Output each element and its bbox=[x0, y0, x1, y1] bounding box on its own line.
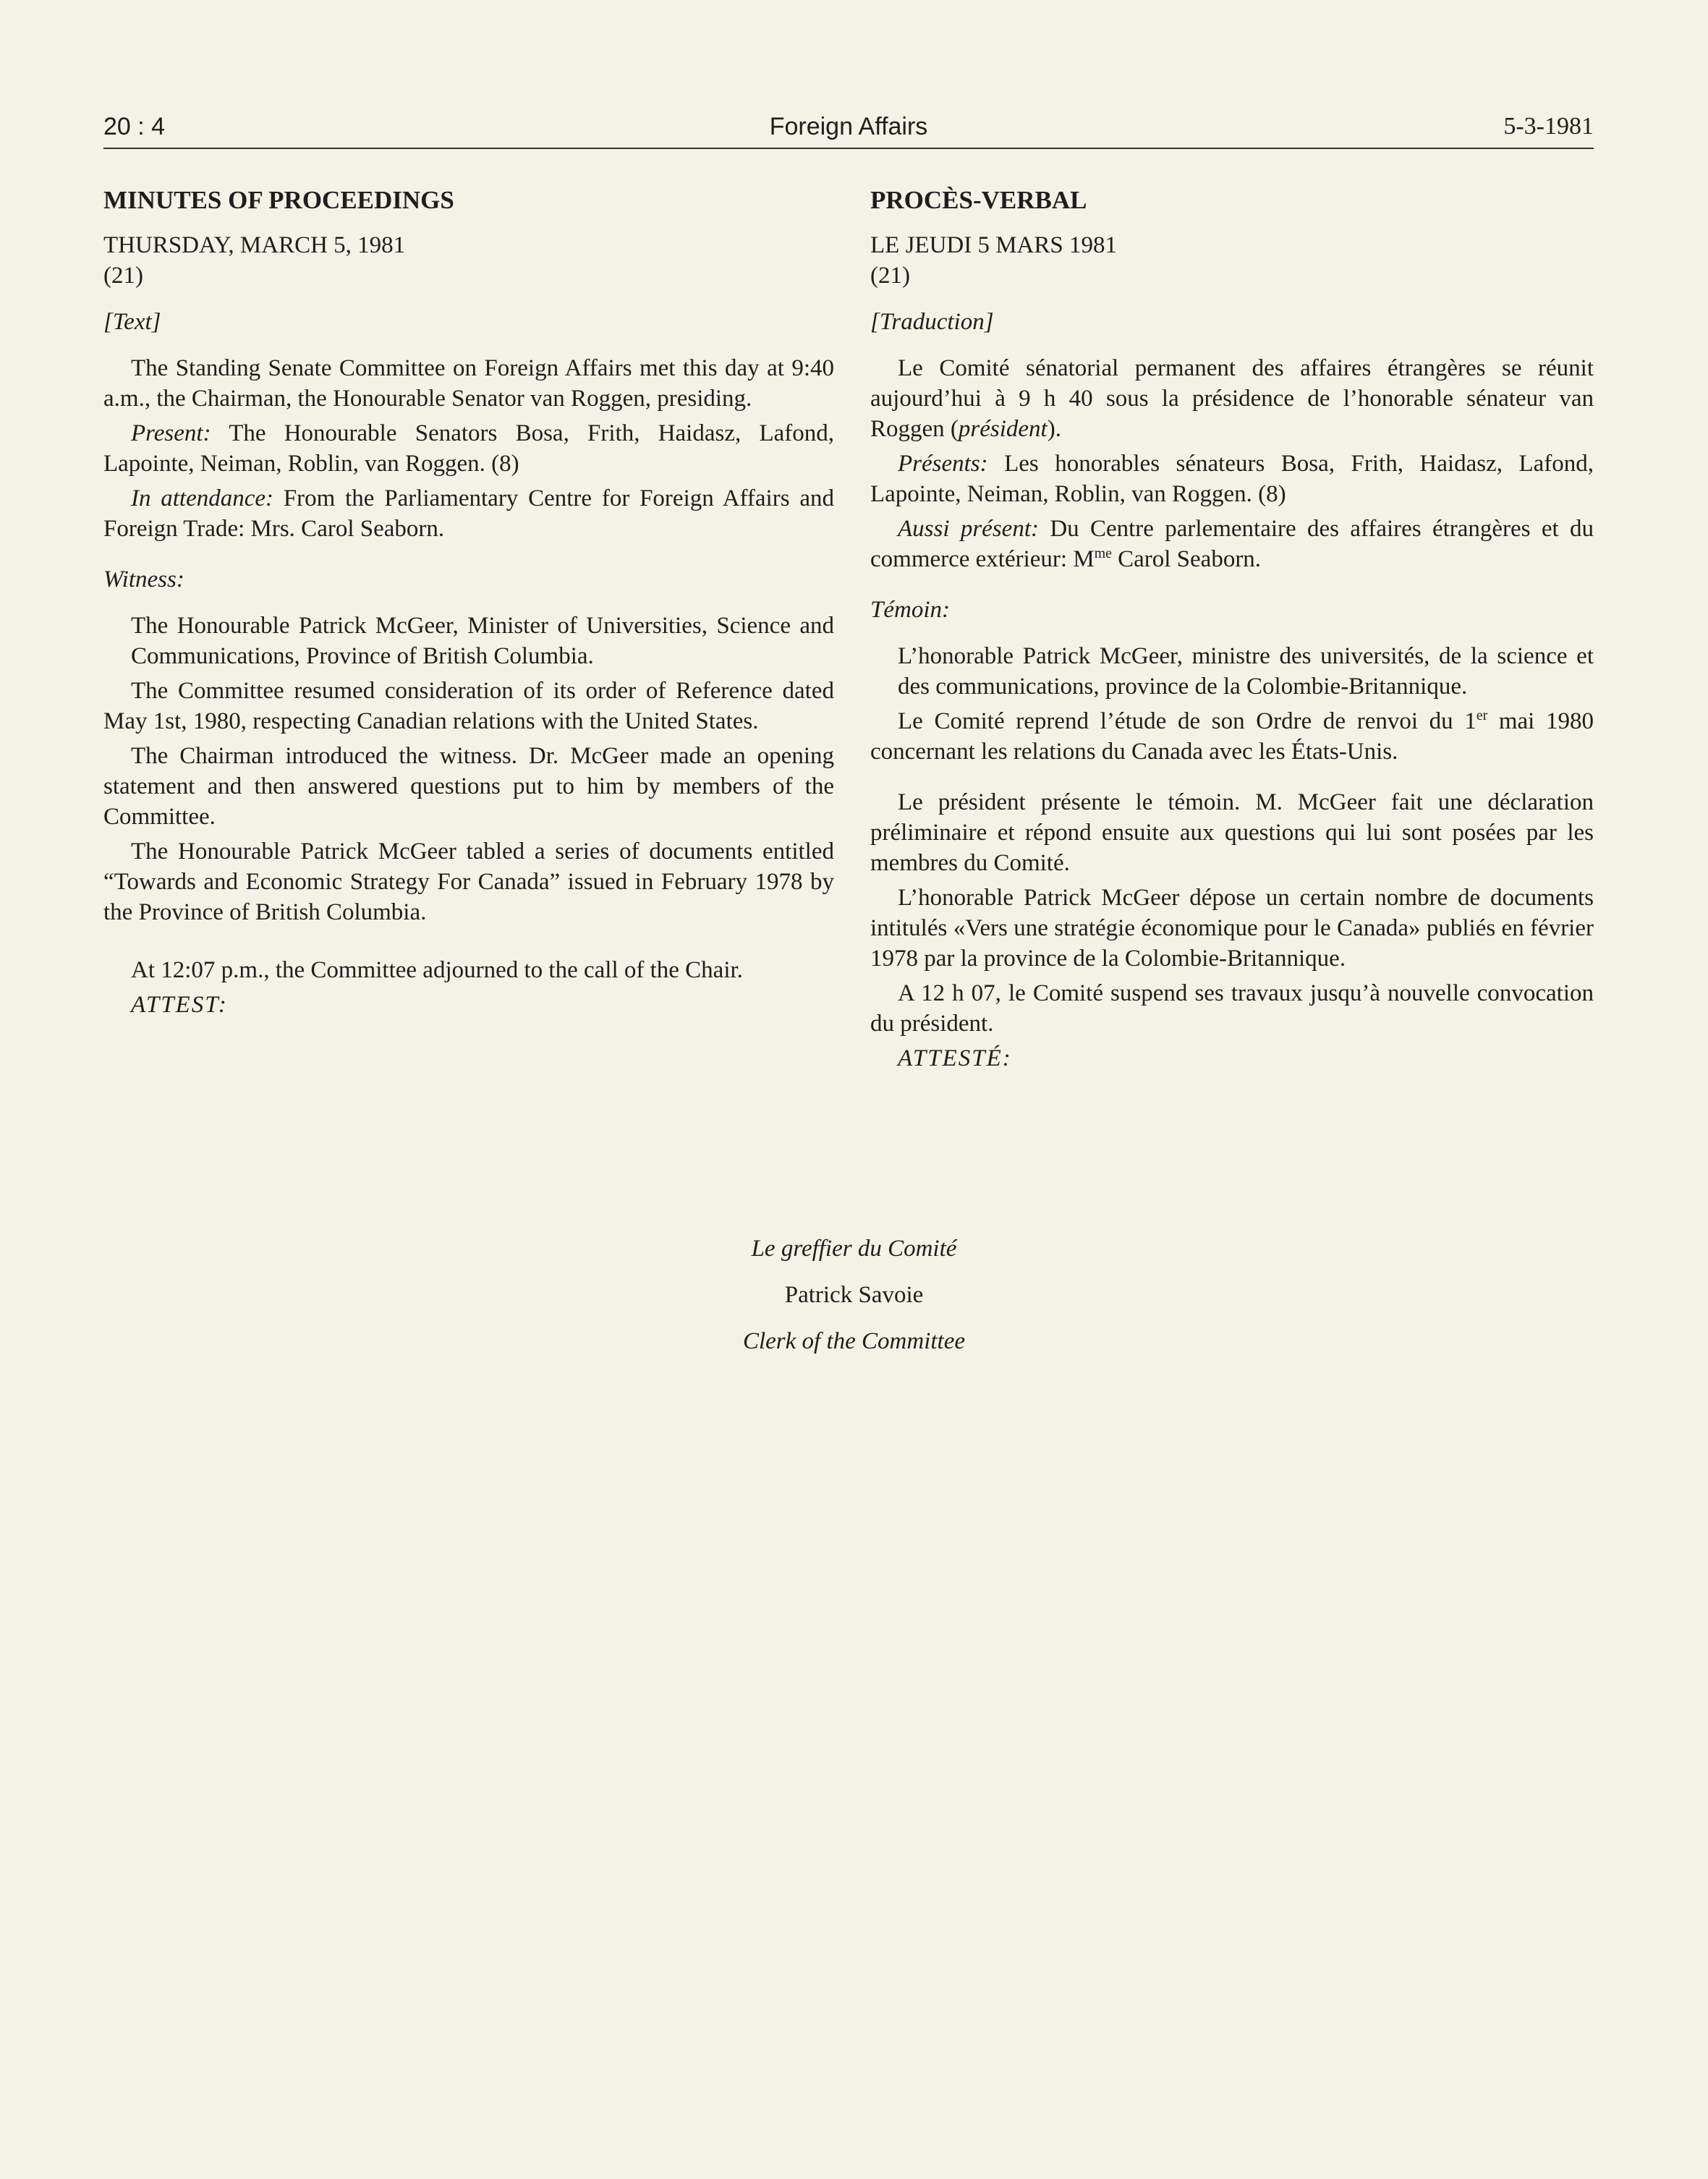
english-column bbox=[103, 185, 834, 1020]
paragraph-attendance-fr: Aussi présent: Du Centre parlementaire des affaires étrangères et du commerce extérieur: $M^{me}$ Carol Seaborn. bbox=[870, 516, 1594, 572]
paragraph-meeting-fr: Le Comité sénatorial permanent des affaires étrangères se réunit aujourd’hui à 9 h 40 sous la présidence de l’honorable sénateur van Roggen (président). bbox=[870, 355, 1594, 442]
paragraph-meeting: The Standing Senate Committee on Foreign Affairs met this day at 9:40 a.m., the Chairman, the Honourable Senator van Roggen, presiding. bbox=[103, 355, 834, 412]
paragraph-adjournment-fr: A 12 h 07, le Comité suspend ses travaux jusqu’à nouvelle convocation du président. bbox=[870, 980, 1594, 1037]
attest-label: ATTEST: bbox=[131, 992, 228, 1018]
paragraph-order-of-reference-fr: Le Comité reprend l’étude de son Ordre de renvoi du 1er mai 1980 concernant les relations du Canada avec les États-Unis. bbox=[870, 708, 1594, 765]
section-heading-fr: PROCÈS-VERBAL bbox=[870, 186, 1087, 214]
paragraph-tabled-documents: The Honourable Patrick McGeer tabled a series of documents entitled “Towards and Economic Strategy For Canada” issued in February 1978 by the Province of British Columbia. bbox=[103, 838, 834, 925]
attendance-text: From the Parliamentary Centre for Foreign Affairs and Foreign Trade: Mrs. Carol Seaborn. bbox=[103, 485, 834, 542]
paragraph-present-fr bbox=[870, 449, 1594, 509]
witness-label: Witness: bbox=[103, 566, 184, 592]
paragraph-tabled-documents-fr: L’honorable Patrick McGeer dépose un certain nombre de documents intitulés «Vers une stratégie économique pour le Canada» publiés en février 1978 par la province de la Colombie-Britannique. bbox=[870, 885, 1594, 972]
present-label: Present: bbox=[131, 420, 211, 446]
page-header bbox=[103, 113, 1594, 150]
witness-text-fr: L’honorable Patrick McGeer, ministre des universités, de la science et des communications, province de la Colombie-Britannique. bbox=[898, 643, 1594, 700]
paragraph-introduction: The Chairman introduced the witness. Dr. McGeer made an opening statement and then answered questions put to him by members of the Committee. bbox=[103, 743, 834, 830]
clerk-title-en: Clerk of the Committee bbox=[742, 1328, 966, 1354]
issue-number-fr: (21) bbox=[870, 263, 910, 289]
meeting-day: THURSDAY, MARCH 5, 1981 bbox=[103, 232, 406, 258]
attendance-label: In attendance: bbox=[131, 485, 274, 511]
present-label-fr: Présents: bbox=[898, 451, 988, 477]
attendance-label-fr: Aussi présent: bbox=[898, 516, 1039, 542]
paragraph-attendance bbox=[103, 483, 834, 544]
header-date: 5-3-1981 bbox=[1503, 113, 1594, 140]
translation-label: [Traduction] bbox=[870, 309, 994, 335]
text-label: [Text] bbox=[103, 309, 161, 335]
french-column bbox=[870, 185, 1594, 1074]
clerk-name: Patrick Savoie bbox=[784, 1282, 924, 1308]
present-text-fr: Les honorables sénateurs Bosa, Frith, Haidasz, Lafond, Lapointe, Neiman, Roblin, van Roggen. (8) bbox=[870, 451, 1594, 507]
paragraph-present bbox=[103, 418, 834, 479]
section-heading: MINUTES OF PROCEEDINGS bbox=[103, 186, 454, 214]
meeting-day-fr: LE JEUDI 5 MARS 1981 bbox=[870, 232, 1118, 258]
issue-number: (21) bbox=[103, 263, 143, 289]
running-title: Foreign Affairs bbox=[769, 113, 928, 140]
paragraph-adjournment: At 12:07 p.m., the Committee adjourned to the call of the Chair. bbox=[131, 957, 743, 983]
clerk-signature-block bbox=[0, 1226, 1708, 1364]
witness-text: The Honourable Patrick McGeer, Minister of Universities, Science and Communications, Province of British Columbia. bbox=[131, 613, 834, 669]
witness-label-fr: Témoin: bbox=[870, 597, 950, 623]
page-number: 20 : 4 bbox=[103, 113, 166, 140]
present-text: The Honourable Senators Bosa, Frith, Haidasz, Lafond, Lapointe, Neiman, Roblin, van Roggen. (8) bbox=[103, 420, 834, 477]
paragraph-introduction-fr: Le président présente le témoin. M. McGeer fait une déclaration préliminaire et répond ensuite aux questions qui lui sont posées par les membres du Comité. bbox=[870, 789, 1594, 876]
attest-label-fr: ATTESTÉ: bbox=[898, 1045, 1012, 1071]
paragraph-order-of-reference: The Committee resumed consideration of its order of Reference dated May 1st, 1980, respecting Canadian relations with the United States. bbox=[103, 678, 834, 734]
header-rule bbox=[103, 148, 1594, 149]
clerk-title-fr: Le greffier du Comité bbox=[751, 1236, 957, 1262]
